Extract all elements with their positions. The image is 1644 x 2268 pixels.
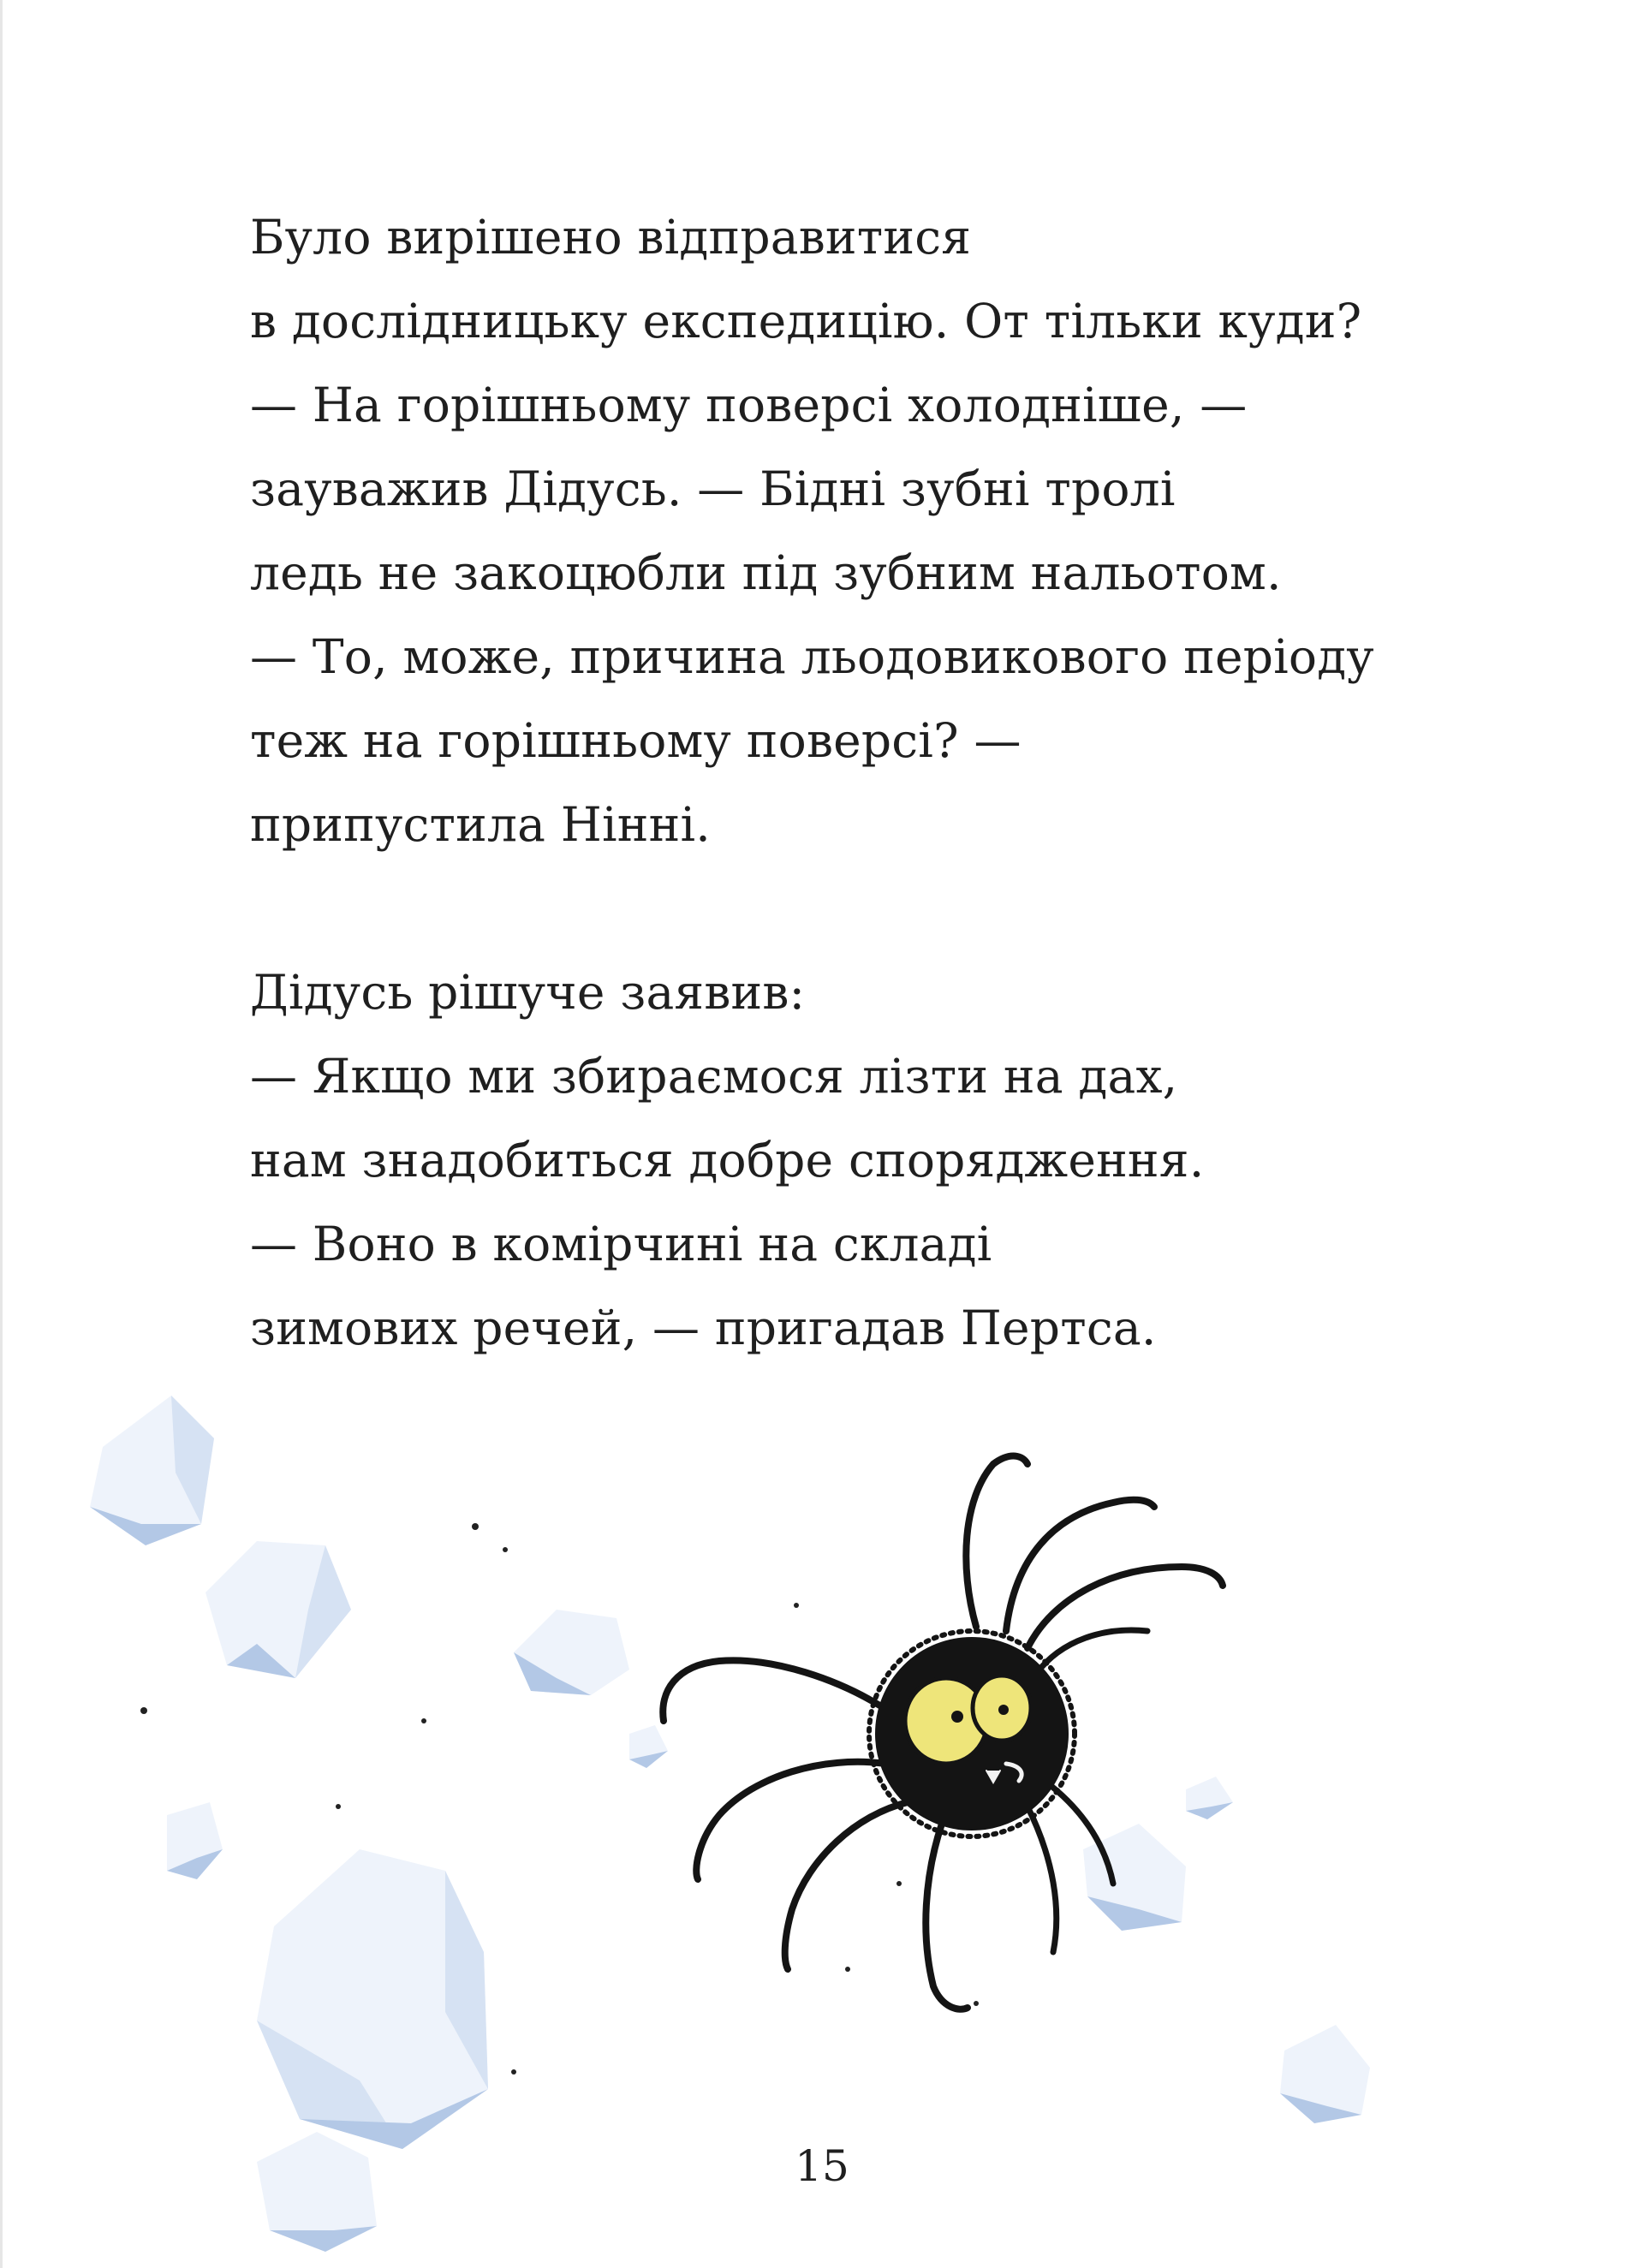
text-line: нам знадобиться добре спорядження. [250, 1133, 1205, 1188]
page-number: 15 [795, 2141, 849, 2191]
spider-illustration [0, 1370, 1644, 2268]
ice-chunk-icon [257, 1849, 488, 2149]
text-line: припустила Нінні. [250, 797, 711, 852]
ice-chunk-icon [1280, 2025, 1370, 2123]
ice-chunk-icon [1186, 1777, 1233, 1819]
story-text [250, 195, 1534, 1370]
ice-chunk-icon [167, 1802, 223, 1879]
text-line: — На горішньому поверсі холодніше, — [250, 378, 1248, 432]
text-line: зимових речей, — пригадав Пертса. [250, 1301, 1157, 1355]
paragraph-1 [250, 195, 1534, 866]
ice-chunk-icon [90, 1396, 214, 1545]
text-line: Було вирішено відправитися [250, 210, 972, 265]
text-line: — Воно в комірчині на складі [250, 1217, 992, 1271]
text-line: — То, може, причина льодовикового періоду [250, 629, 1374, 684]
paragraph-2 [250, 950, 1534, 1370]
text-line: теж на горішньому поверсі? — [250, 713, 1022, 768]
text-line: в дослідницьку експедицію. От тільки куди? [250, 294, 1362, 348]
ice-chunk-icon [514, 1610, 629, 1695]
text-line: Дідусь рішуче заявив: [250, 965, 806, 1020]
ice-chunk-icon [206, 1541, 351, 1678]
text-line: ледь не закоцюбли під зубним нальотом. [250, 545, 1282, 600]
text-line: зауважив Дідусь. — Бідні зубні тролі [250, 461, 1176, 516]
ice-chunk-icon [629, 1725, 668, 1768]
text-line: — Якщо ми збираємося лізти на дах, [250, 1049, 1178, 1104]
